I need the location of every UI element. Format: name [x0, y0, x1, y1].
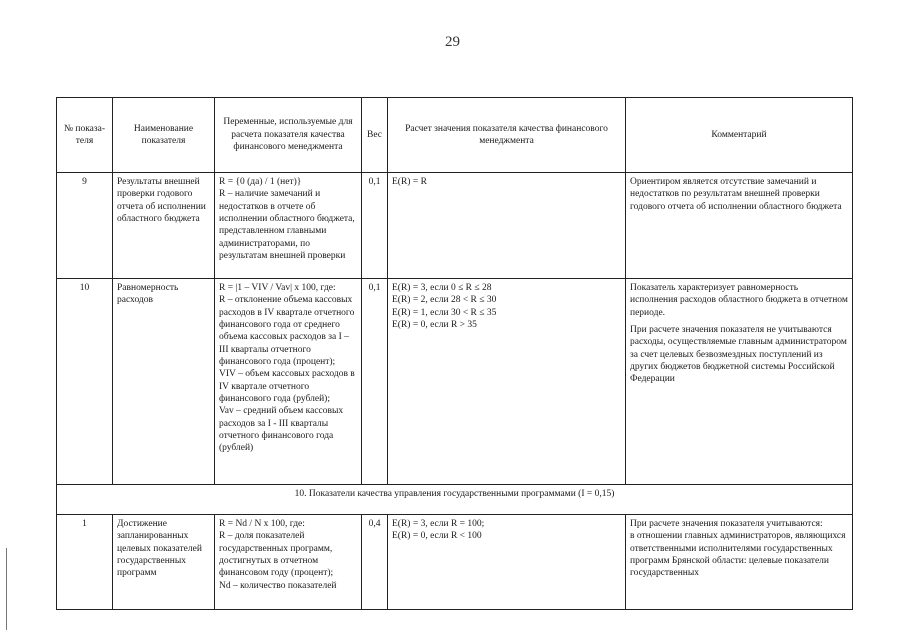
variable-line: R – наличие замечаний и недостатков в отчете об исполнении областного бюджета, представленном главными администраторами, по результатам внешней проверки [219, 189, 355, 262]
calc-line: E(R) = R [392, 177, 427, 187]
comment-paragraph: При расчете значения показателя не учитываются расходы, осуществляемые главным администратором за счет целевых безвозмездных поступлений из других бюджетов бюджетной системы Российской Федерации [630, 325, 847, 385]
calc-line: E(R) = 1, если 30 < R ≤ 35 [392, 307, 497, 318]
row-variables [215, 515, 362, 610]
variable-line: R = Nd / N x 100, где: [219, 519, 305, 529]
row-variables [215, 173, 362, 279]
variable-line: VIV – объем кассовых расходов в IV квартале отчетного финансового года (рублей); [219, 369, 355, 405]
comment-paragraph: Ориентиром является отсутствие замечаний и недостатков по результатам внешней проверки годового отчета об исполнении областного бюджета [630, 177, 842, 212]
row-calc [388, 515, 626, 610]
row-calc [388, 279, 626, 485]
table-row [57, 173, 853, 279]
row-number: 9 [57, 173, 113, 279]
row-name: Достижение запланированных целевых показателей государственных программ [113, 515, 215, 610]
variable-line: R – доля показателей государственных программ, достигнутых в отчетном финансовом году (процент); [219, 531, 334, 579]
header-variables: Переменные, используемые для расчета показателя качества финансового менеджмента [215, 98, 362, 173]
table-header-row [57, 98, 853, 173]
indicators-table [56, 97, 853, 610]
calc-line: E(R) = 3, если 0 ≤ R ≤ 28 [392, 283, 492, 293]
row-comment [626, 279, 853, 485]
comment-paragraph: в отношении главных администраторов, являющихся ответственными исполнителями государственных программ Брянской области: целевые показатели государственных [630, 531, 846, 579]
header-name: Наименование показателя [113, 98, 215, 173]
header-weight: Вес [362, 98, 388, 173]
row-name: Результаты внешней проверки годового отчета об исполнении областного бюджета [113, 173, 215, 279]
row-calc [388, 173, 626, 279]
variable-line: R – отклонение объема кассовых расходов в IV квартале отчетного финансового года от среднего объема кассовых расходов за I – III кварталы отчетного финансового года (процент); [219, 295, 355, 368]
header-number: № показа-теля [57, 98, 113, 173]
calc-line: E(R) = 3, если R = 100; [392, 519, 485, 529]
row-weight: 0,1 [362, 173, 388, 279]
row-variables [215, 279, 362, 485]
table-row [57, 279, 853, 485]
variable-line: Nd – количество показателей [219, 580, 337, 591]
header-comment: Комментарий [626, 98, 853, 173]
variable-line: R = {0 (да) / 1 (нет)} [219, 177, 302, 187]
row-weight: 0,1 [362, 279, 388, 485]
row-name: Равномерность расходов [113, 279, 215, 485]
page-number: 29 [445, 34, 460, 50]
row-number: 1 [57, 515, 113, 610]
row-weight: 0,4 [362, 515, 388, 610]
comment-paragraph: Показатель характеризует равномерность исполнения расходов областного бюджета в отчетном периоде. [630, 283, 848, 318]
header-calc: Расчет значения показателя качества финансового менеджмента [388, 98, 626, 173]
section-title: 10. Показатели качества управления государственными программами (I = 0,15) [57, 485, 853, 515]
table-row [57, 515, 853, 610]
calc-line: E(R) = 0, если R > 35 [392, 320, 477, 331]
calc-line: E(R) = 2, если 28 < R ≤ 30 [392, 295, 497, 306]
row-comment [626, 173, 853, 279]
section-row [57, 485, 853, 515]
row-comment [626, 515, 853, 610]
comment-paragraph: При расчете значения показателя учитываются: [630, 519, 823, 529]
variable-line: R = |1 – VIV / Vav| x 100, где: [219, 283, 336, 293]
calc-line: E(R) = 0, если R < 100 [392, 531, 482, 542]
margin-line [6, 548, 7, 630]
row-number: 10 [57, 279, 113, 485]
variable-line: Vav – средний объем кассовых расходов за I - III кварталы отчетного финансового года (рублей) [219, 406, 344, 454]
